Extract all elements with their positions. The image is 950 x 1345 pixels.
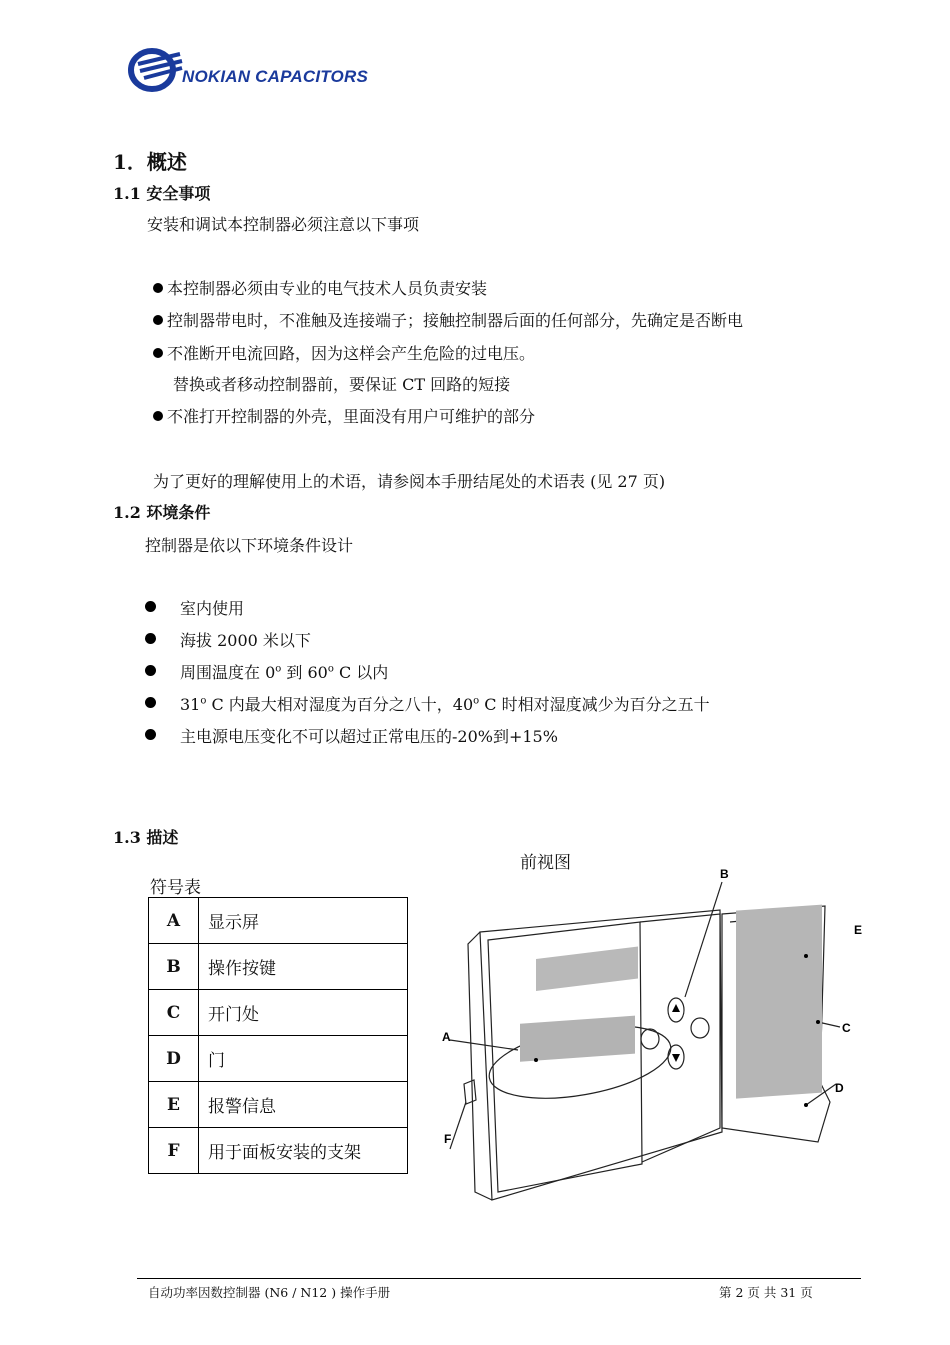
button-right bbox=[691, 1018, 709, 1038]
safety-bullet-2: 控制器带电时，不准触及连接端子；接触控制器后面的任何部分，先确定是否断电 bbox=[153, 308, 743, 331]
symbol-table bbox=[148, 897, 408, 1174]
bullet-icon bbox=[145, 697, 156, 708]
glossary-note: 为了更好的理解使用上的术语，请参阅本手册结尾处的术语表 (见 27 页) bbox=[153, 472, 666, 491]
alarm-panel bbox=[736, 905, 822, 1099]
label-D: D bbox=[835, 1081, 844, 1095]
env-bullet-2: 海拔 2000 米以下 bbox=[180, 631, 311, 650]
table-row: A 显示屏 bbox=[149, 898, 408, 944]
table-row: C 开门处 bbox=[149, 990, 408, 1036]
bullet-icon bbox=[145, 633, 156, 644]
bullet-icon bbox=[153, 411, 163, 421]
section-1-2-intro: 控制器是依以下环境条件设计 bbox=[145, 536, 354, 555]
section-1-1-intro: 安装和调试本控制器必须注意以下事项 bbox=[147, 215, 420, 234]
label-B: B bbox=[720, 867, 729, 881]
table-row: B 操作按键 bbox=[149, 944, 408, 990]
nokian-logo-icon bbox=[128, 44, 184, 96]
env-bullet-4: 31$^o$ C 内最大相对湿度为百分之八十，40$^o$ C 时相对湿度减少为百分之五十 bbox=[180, 695, 710, 714]
footer-page-number: 第 2 页 共 31 页 bbox=[719, 1285, 813, 1300]
section-1-3-title: 1.3 描述 bbox=[113, 828, 179, 847]
label-A: A bbox=[442, 1030, 451, 1044]
section-1-title: 1．概述 bbox=[113, 150, 187, 174]
label-E: E bbox=[854, 923, 863, 937]
top-strip bbox=[536, 946, 638, 991]
lcd-display bbox=[520, 1016, 635, 1062]
env-bullet-5: 主电源电压变化不可以超过正常电压的-20%到+15% bbox=[180, 727, 558, 746]
table-row: F 用于面板安装的支架 bbox=[149, 1128, 408, 1174]
panel-bracket bbox=[464, 1080, 476, 1104]
arrow-up-icon bbox=[672, 1004, 680, 1012]
bullet-icon bbox=[145, 729, 156, 740]
env-bullet-1: 室内使用 bbox=[180, 599, 245, 618]
safety-continuation: 替换或者移动控制器前，要保证 CT 回路的短接 bbox=[173, 375, 511, 394]
safety-bullet-3: 不准断开电流回路，因为这样会产生危险的过电压。 bbox=[153, 341, 535, 364]
table-row: E 报警信息 bbox=[149, 1082, 408, 1128]
bullet-icon bbox=[145, 665, 156, 676]
footer-divider bbox=[137, 1278, 861, 1279]
controller-front-view-diagram bbox=[430, 862, 870, 1207]
label-C: C bbox=[842, 1021, 851, 1035]
button-left bbox=[641, 1029, 659, 1049]
label-F: F bbox=[444, 1132, 452, 1146]
bullet-icon bbox=[153, 348, 163, 358]
env-bullet-3: 周围温度在 0$^o$ 到 60$^o$ C 以内 bbox=[180, 663, 389, 682]
brand-name: NOKIAN CAPACITORS bbox=[182, 67, 369, 86]
safety-bullet-4: 不准打开控制器的外壳，里面没有用户可维护的部分 bbox=[153, 404, 535, 427]
symbol-table-title: 符号表 bbox=[150, 878, 201, 898]
footer-manual-title: 自动功率因数控制器 (N6 / N12 ) 操作手册 bbox=[148, 1285, 391, 1300]
table-row: D 门 bbox=[149, 1036, 408, 1082]
bullet-icon bbox=[145, 601, 156, 612]
bullet-icon bbox=[153, 283, 163, 293]
company-logo bbox=[128, 44, 388, 96]
arrow-down-icon bbox=[672, 1054, 680, 1062]
bullet-icon bbox=[153, 315, 163, 325]
front-view-title: 前视图 bbox=[520, 853, 571, 873]
safety-bullet-1: 本控制器必须由专业的电气技术人员负责安装 bbox=[153, 276, 487, 299]
section-1-1-title: 1.1 安全事项 bbox=[113, 184, 211, 203]
section-1-2-title: 1.2 环境条件 bbox=[113, 503, 211, 522]
